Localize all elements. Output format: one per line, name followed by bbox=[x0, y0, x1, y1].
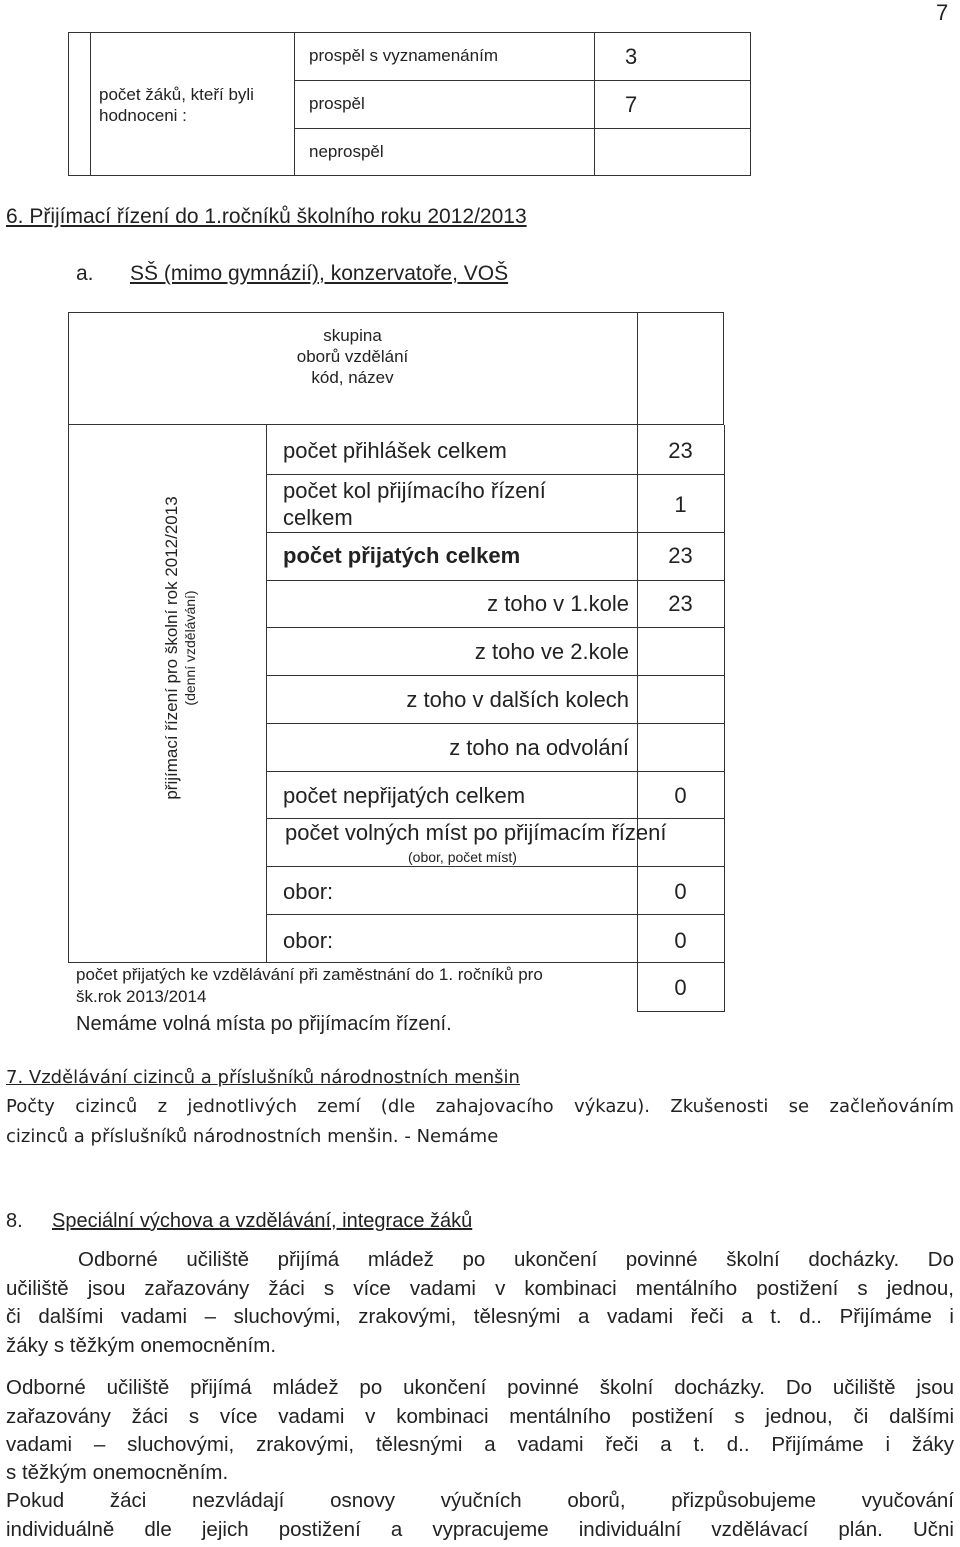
grade-row-label: neprospěl bbox=[309, 142, 384, 161]
row-label: obor: bbox=[283, 879, 334, 904]
row-label: obor: bbox=[283, 928, 334, 953]
row-value: 1 bbox=[674, 492, 687, 517]
vertical-title: přijímací řízení pro školní rok 2012/2013 bbox=[162, 496, 181, 800]
row-label: z toho v 1.kole bbox=[487, 591, 629, 616]
table-footnote: Nemáme volná místa po přijímacím řízení. bbox=[76, 1013, 452, 1035]
row-label: počet přijatých celkem bbox=[283, 543, 521, 568]
para1-line: žáky s těžkým onemocněním. bbox=[6, 1334, 277, 1357]
row-label: počet nepřijatých celkem bbox=[283, 783, 526, 808]
page-number: 7 bbox=[936, 0, 949, 25]
para1-line: či dalšími vadami – sluchovými, zrakovými, tělesnými a vadami řeči a t. d.. Přijímáme i bbox=[6, 1305, 954, 1328]
para2-line: vadami – sluchovými, zrakovými, tělesnými a vadami řeči a t. d.. Přijímáme i žáky bbox=[6, 1433, 954, 1456]
row-value: 0 bbox=[674, 928, 687, 953]
row-value: 0 bbox=[674, 879, 687, 904]
grade-row-label: prospěl bbox=[309, 94, 365, 113]
header-line: oborů vzdělání bbox=[296, 347, 409, 366]
row-label: z toho ve 2.kole bbox=[474, 639, 629, 664]
row-label: počet přihlášek celkem bbox=[283, 438, 507, 463]
section7-heading: 7. Vzdělávání cizinců a příslušníků národnostních menšin bbox=[6, 1067, 520, 1088]
para3-line: individuálně dle jejich postižení a vypracujeme individuální vzdělávací plán. Učni bbox=[6, 1518, 954, 1541]
row-label: počet volných míst po přijímacím řízení bbox=[285, 820, 667, 845]
row-label: z toho na odvolání bbox=[449, 735, 629, 760]
section8-marker: 8. bbox=[6, 1210, 23, 1232]
header-line: skupina bbox=[323, 326, 382, 345]
para3-line: Pokud žáci nezvládají osnovy výučních oborů, přizpůsobujeme vyučování bbox=[6, 1489, 954, 1512]
row-value: 0 bbox=[674, 783, 687, 808]
row-label: z toho v dalších kolech bbox=[406, 687, 629, 712]
row-value: 23 bbox=[668, 591, 693, 616]
row-label: počet kol přijímacího řízení bbox=[283, 478, 546, 503]
para1-line: Odborné učiliště přijímá mládež po ukončení povinné školní docházky. Do bbox=[78, 1248, 954, 1271]
section6-sub-marker: a. bbox=[76, 262, 94, 285]
section7-paragraph-line: cizinců a příslušníků národnostních menšin. - Nemáme bbox=[6, 1126, 499, 1147]
row-label: šk.rok 2013/2014 bbox=[76, 987, 207, 1006]
header-line: kód, název bbox=[311, 368, 394, 387]
para2-line: zařazovány žáci s více vadami v kombinaci mentálního postižení s jednou, či dalšími bbox=[6, 1405, 954, 1428]
row-value: 0 bbox=[674, 975, 687, 1000]
para2-line: Odborné učiliště přijímá mládež po ukončení povinné školní docházky. Do učiliště jsou bbox=[6, 1376, 954, 1399]
row-label: počet přijatých ke vzdělávání při zaměstnání do 1. ročníků pro bbox=[76, 965, 543, 984]
section6-heading: 6. Přijímací řízení do 1.ročníků školního roku 2012/2013 bbox=[6, 205, 527, 228]
grade-row-value: 3 bbox=[625, 44, 638, 69]
section6-sub-heading: SŠ (mimo gymnázií), konzervatoře, VOŠ bbox=[130, 262, 509, 285]
row-value: 23 bbox=[668, 438, 693, 463]
row-value: 23 bbox=[668, 543, 693, 568]
vertical-subtitle: (denní vzdělávání) bbox=[182, 590, 198, 706]
para2-line: s těžkým onemocněním. bbox=[6, 1461, 229, 1484]
row-note: (obor, počet míst) bbox=[408, 849, 517, 865]
section8-heading: Speciální výchova a vzdělávání, integrace žáků bbox=[52, 1210, 473, 1232]
grade-row-label: prospěl s vyznamenáním bbox=[309, 46, 498, 65]
row-label: celkem bbox=[283, 505, 353, 530]
grades-label: počet žáků, kteří byli hodnoceni : bbox=[99, 85, 254, 125]
grade-row-value: 7 bbox=[625, 92, 638, 117]
section7-paragraph-line: Počty cizinců z jednotlivých zemí (dle zahajovacího výkazu). Zkušenosti se začleňováním bbox=[6, 1096, 954, 1117]
para1-line: učiliště jsou zařazovány žáci s více vadami v kombinaci mentálního postižení s jednou, bbox=[6, 1277, 954, 1300]
